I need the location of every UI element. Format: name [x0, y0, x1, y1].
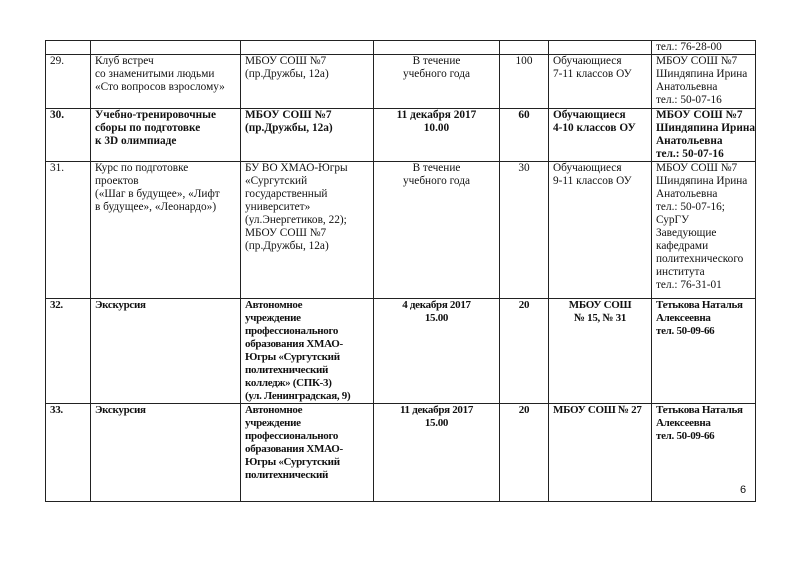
cell-place [241, 41, 374, 55]
date-line: учебного года [402, 175, 471, 187]
table-row [46, 404, 756, 502]
cell-event [91, 109, 241, 162]
count-text: 60 [518, 109, 530, 121]
cell-place [241, 162, 374, 299]
cell-event [91, 404, 241, 502]
place-line: МБОУ СОШ №7 [245, 55, 327, 67]
place-line: профессионального [245, 430, 339, 442]
place-line: Автономное [245, 404, 303, 416]
num-text: 31. [50, 162, 65, 174]
date-line: 11 декабря 2017 [399, 404, 474, 416]
responsible-line: тел.: 50-07-16 [656, 148, 724, 160]
responsible-line: МБОУ СОШ №7 [656, 55, 738, 67]
participants-line: 9-11 классов ОУ [553, 175, 632, 187]
place-line: «Сургутский [245, 175, 308, 187]
cell-place [241, 299, 374, 404]
place-line: (пр.Дружбы, 12а) [245, 240, 329, 252]
events-table [45, 40, 756, 502]
date-line: В течение [412, 55, 461, 67]
cell-num [46, 404, 91, 502]
cell-event [91, 41, 241, 55]
cell-responsible [652, 41, 756, 55]
responsible-line: Алексеевна [656, 417, 711, 429]
event-line: Курс по подготовке [95, 162, 189, 174]
cell-responsible [652, 162, 756, 299]
place-line: БУ ВО ХМАО-Югры [245, 162, 348, 174]
place-line: образования ХМАО- [245, 443, 343, 455]
cell-date [374, 299, 500, 404]
cell-responsible [652, 55, 756, 109]
cell-num [46, 55, 91, 109]
cell-participants [549, 299, 652, 404]
cell-place [241, 404, 374, 502]
participants-line: МБОУ СОШ № 27 [553, 404, 642, 416]
cell-num [46, 109, 91, 162]
cell-date [374, 162, 500, 299]
event-line: к 3D олимпиаде [95, 135, 177, 147]
responsible-line: тел. 50-09-66 [656, 430, 715, 442]
responsible-line: кафедрами [656, 240, 709, 252]
cell-count [500, 299, 549, 404]
event-line: со знаменитыми людьми [95, 68, 215, 80]
place-line: Автономное [245, 299, 303, 311]
cell-num [46, 41, 91, 55]
place-line: университет» [245, 201, 311, 213]
responsible-line: Шиндяпина Ирина [656, 175, 748, 187]
place-line: политехнический [245, 364, 329, 376]
responsible-line: политехнического [656, 253, 744, 265]
date-line: 11 декабря 2017 [396, 109, 477, 121]
cell-participants [549, 162, 652, 299]
event-line: Учебно-тренировочные [95, 109, 216, 121]
num-text: 32. [50, 299, 63, 311]
page-number: 6 [740, 484, 747, 496]
place-line: (пр.Дружбы, 12а) [245, 122, 333, 134]
responsible-line: Шиндяпина Ирина [656, 68, 748, 80]
cell-participants [549, 404, 652, 502]
responsible-line: института [656, 266, 705, 278]
responsible-line: МБОУ СОШ №7 [656, 162, 738, 174]
place-line: (пр.Дружбы, 12а) [245, 68, 329, 80]
place-line: (ул. Ленинградская, 9) [245, 390, 351, 402]
cell-responsible [652, 109, 756, 162]
responsible-line: Анатольевна [656, 188, 718, 200]
place-line: (ул.Энергетиков, 22); [245, 214, 347, 226]
date-line: 15.00 [424, 417, 449, 429]
cell-date [374, 41, 500, 55]
cell-count [500, 404, 549, 502]
cell-participants [549, 109, 652, 162]
event-line: в будущее», «Леонардо») [95, 201, 217, 213]
participants-line: Обучающиеся [553, 55, 622, 67]
date-line: В течение [412, 162, 461, 174]
event-line: Клуб встреч [95, 55, 154, 67]
participants-line: 4-10 классов ОУ [553, 122, 636, 134]
place-line: колледж» (СПК-3) [245, 377, 332, 389]
date-line: 4 декабря 2017 [402, 299, 471, 311]
responsible-line: Алексеевна [656, 312, 711, 324]
table-row [46, 41, 756, 55]
place-line: МБОУ СОШ №7 [245, 109, 332, 121]
event-line: сборы по подготовке [95, 122, 201, 134]
responsible-line: СурГУ [656, 214, 690, 226]
place-line: политехнический [245, 469, 329, 481]
responsible-line: тел.: 76-31-01 [656, 279, 722, 291]
cell-participants [549, 41, 652, 55]
count-text: 20 [518, 404, 530, 416]
table-row [46, 55, 756, 109]
cell-count [500, 55, 549, 109]
event-line: Экскурсия [95, 404, 146, 416]
cell-count [500, 109, 549, 162]
num-text: 29. [50, 55, 65, 67]
responsible-line: тел.: 50-07-16; [656, 201, 725, 213]
responsible-line: Анатольевна [656, 135, 723, 147]
table-row [46, 162, 756, 299]
table-row [46, 109, 756, 162]
responsible-line: МБОУ СОШ №7 [656, 109, 743, 121]
date-line: учебного года [402, 68, 471, 80]
place-line: учреждение [245, 417, 301, 429]
place-line: государственный [245, 188, 328, 200]
cell-count [500, 41, 549, 55]
count-text: 30 [518, 162, 530, 174]
cell-count [500, 162, 549, 299]
event-line: («Шаг в будущее», «Лифт [95, 188, 220, 200]
num-text: 30. [50, 109, 65, 121]
event-line: проектов [95, 175, 139, 187]
place-line: Югры «Сургутский [245, 351, 340, 363]
cell-num [46, 162, 91, 299]
cell-event [91, 162, 241, 299]
responsible-line: Тетькова Наталья [656, 404, 743, 416]
cell-event [91, 299, 241, 404]
place-line: Югры «Сургутский [245, 456, 340, 468]
cell-participants [549, 55, 652, 109]
cell-num [46, 299, 91, 404]
participants-line: 7-11 классов ОУ [553, 68, 632, 80]
responsible-line: тел.: 50-07-16 [656, 94, 722, 106]
cell-responsible [652, 299, 756, 404]
cell-date [374, 55, 500, 109]
participants-line: Обучающиеся [553, 109, 626, 121]
responsible-line: тел. 50-09-66 [656, 325, 715, 337]
cell-place [241, 55, 374, 109]
cell-date [374, 404, 500, 502]
responsible-line: тел.: 76-28-00 [656, 41, 722, 53]
event-line: «Сто вопросов взрослому» [95, 81, 225, 93]
participants-line: МБОУ СОШ [568, 299, 632, 311]
cell-event [91, 55, 241, 109]
responsible-line: Заведующие [656, 227, 717, 239]
table-row [46, 299, 756, 404]
event-line: Экскурсия [95, 299, 146, 311]
date-line: 15.00 [424, 312, 449, 324]
cell-date [374, 109, 500, 162]
responsible-line: Анатольевна [656, 81, 718, 93]
responsible-line: Тетькова Наталья [656, 299, 743, 311]
cell-place [241, 109, 374, 162]
date-line: 10.00 [423, 122, 450, 134]
place-line: образования ХМАО- [245, 338, 343, 350]
count-text: 20 [518, 299, 530, 311]
participants-line: Обучающиеся [553, 162, 622, 174]
place-line: профессионального [245, 325, 339, 337]
place-line: учреждение [245, 312, 301, 324]
place-line: МБОУ СОШ №7 [245, 227, 327, 239]
participants-line: № 15, № 31 [573, 312, 627, 324]
num-text: 33. [50, 404, 63, 416]
responsible-line: Шиндяпина Ирина [656, 122, 755, 134]
count-text: 100 [515, 55, 533, 67]
